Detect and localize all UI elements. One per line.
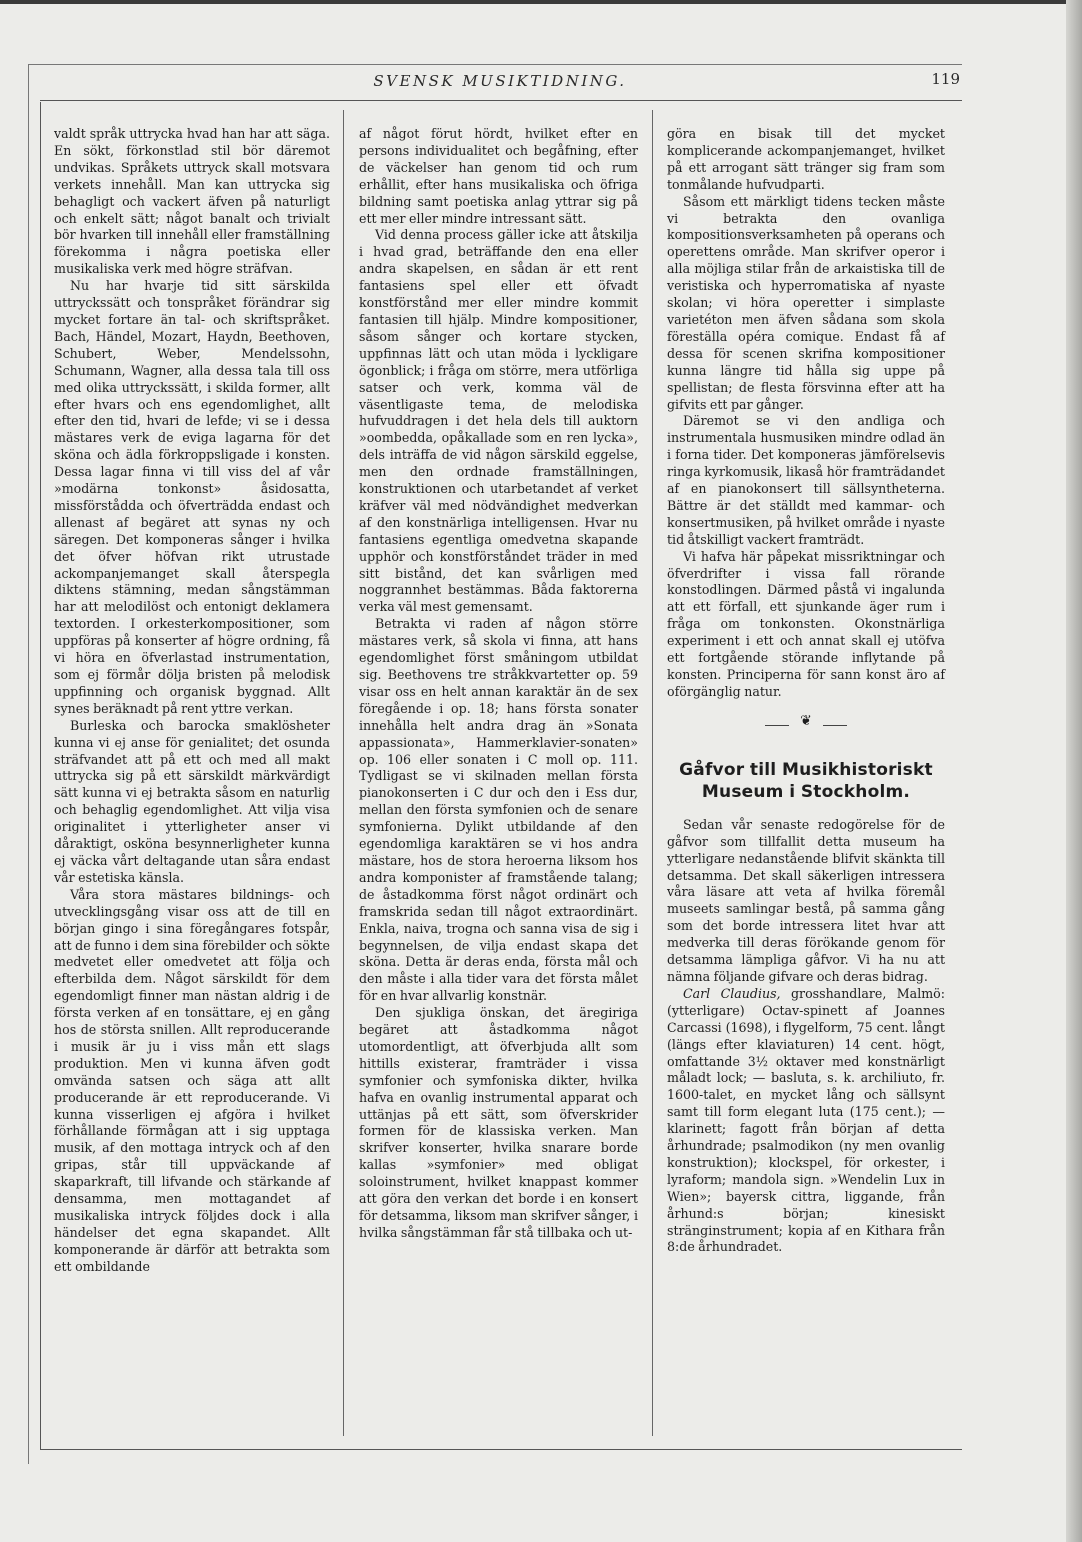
paragraph: Den sjukliga önskan, det äregiriga begäret att åstadkomma något utomordentligt, att öfverbjuda allt som hittills existerar, framträder i vissa symfonier och symfoniska dikter, hvilka hafva en ovanlig instrumental apparat och uttänjas på ett sätt, som öfverskrider formen för de klassiska verken. Man skrifver konserter, hvilka snarare borde kallas »symfonier» med obligat soloinstrument, hvilket knappast kommer att göra den verkan det borde i en konsert för detsamma, liksom man skrifver sånger, i hvilka sångstämman får stå tillbaka och ut-	[359, 1005, 638, 1240]
page-number: 119	[931, 70, 960, 88]
column-2	[359, 126, 638, 1242]
section-ornament	[667, 701, 945, 759]
column-divider-1	[343, 110, 344, 1436]
paragraph: Däremot se vi den andliga och instrumentala husmusiken mindre odlad än i forna tider. Det komponeras jämförelsevis ringa kyrkomusik, likaså hör framträdandet af en pianokonsert till sällsyntheterna. Bättre är det ställdt med kammar- och konsertmusiken, på hvilket område i nyaste tid åtskilligt vackert framträdt.	[667, 413, 945, 547]
article-title	[667, 759, 945, 803]
paragraph: valdt språk uttrycka hvad han har att säga. En sökt, förkonstlad stil bör däremot undvikas. Språkets uttryck skall motsvara verkets innehåll. Man kan uttrycka sig behagligt och vackert äfven på naturligt och enkelt sätt; något banalt och trivialt bör hvarken till innehåll eller framställning förekomma i några poetiska eller musikaliska verk med högre sträfvan.	[54, 126, 330, 277]
paragraph: Nu har hvarje tid sitt särskilda uttryckssätt och tonspråket förändrar sig mycket fortare än tal- och skriftspråket. Bach, Händel, Mozart, Haydn, Beethoven, Schubert, Weber, Mendelssohn, Schumann, Wagner, alla dessa tala till oss med olika uttryckssätt, i skilda former, allt efter hvars och ens egendomlighet, allt efter den tid, hvari de lefde; vi se i dessa mästares verk de eviga lagarna för det sköna och ädla förkroppsligade i konsten. Dessa lagar finna vi till viss del af vår »modärna tonkonst» åsidosatta, missförstådda och öfverträdda endast och allenast af begäret att synas ny och säregen. Det komponeras sånger i hvilka det öfver höfvan rikt utrustade ackompanjemanget skall återspegla diktens stämning, medan sångstämman har att melodilöst och entonigt deklamera textorden. I orkesterkompositioner, som uppföras på konserter af högre ordning, få vi höra en öfverlastad instrumentation, som ej förmår dölja bristen på melodisk uppfinning och organisk byggnad. Allt synes beräknadt på rent yttre verkan.	[54, 278, 330, 716]
running-title: SVENSK MUSIKTIDNING.	[373, 72, 627, 90]
header-rule	[40, 100, 962, 101]
donor-text: grosshandlare, Malmö: (ytterligare) Octav-spinett af Joannes Carcassi (1698), i flygelform, 75 cent. långt (längs efter klaviaturen) 14 cent. högt, omfattande 3½ oktaver med konstnärligt måladt lock; — basluta, s. k. archiliuto, fr. 1600-talet, en mycket lång och sällsynt samt till form elegant luta (175 cent.); — klarinett; fagott från början af detta århundrade; psalmodikon (ny men ovanlig konstruktion); klockspel, för orkester, i lyraform; mandola sign. »Wendelin Lux in Wien»; bayersk cittra, liggande, från århund:s början; kinesiskt stränginstrument; kopia af en Kithara från 8:de århundradet.	[667, 985, 945, 1255]
paragraph: Vi hafva här påpekat missriktningar och öfverdrifter i vissa fall rörande konstodlingen. Därmed påstå vi ingalunda att ett förfall, ett sjunkande äger rum i fråga om tonkonsten. Okonstnärliga experiment i ett och annat skall ej utöfva ett fortgående störande inflytande på konsten. Principerna för sann konst äro af oförgänglig natur.	[667, 548, 945, 699]
paragraph: af något förut hördt, hvilket efter en persons individualitet och begåfning, efter de väckelser han genom tid och rum erhållit, efter hans musikaliska och öfriga bildning samt poetiska anlag yttrar sig på ett mer eller mindre intressant sätt.	[359, 126, 638, 226]
column-3	[667, 126, 945, 1256]
donor-entry	[667, 986, 945, 1257]
paragraph: Betrakta vi raden af någon större mästares verk, så skola vi finna, att hans egendomlighet först småningom utbildat sig. Beethovens tre stråkkvartetter op. 59 visar oss en helt annan karaktär än de sex föregående i op. 18; hans första sonater innehålla helt andra drag än »Sonata appassionata», Hammerklavier-sonaten» op. 106 eller sonaten i C moll op. 111. Tydligast se vi skilnaden mellan första pianokonserten i C dur och den i Ess dur, mellan den första symfonien och de senare symfonierna. Dylikt utbildande af den egendomliga karaktären se vi hos andra mästare, hos de stora heroerna liksom hos andra komponister af framstående talang; de åstadkomma först något ordinärt och framskrida sedan till något extraordinärt. Enkla, naiva, trogna och sanna visa de sig i begynnelsen, de vilja endast skapa det sköna. Detta är deras enda, första mål och den måste i alla tider vara det första målet för en hvar allvarlig konstnär.	[359, 616, 638, 1004]
column-1	[54, 126, 330, 1276]
article-title-line-1: Gåfvor till Musikhistoriskt	[679, 759, 933, 780]
binding-shadow	[1066, 0, 1082, 1542]
article-intro: Sedan vår senaste redogörelse för de gåfvor som tillfallit detta museum ha ytterligare nedanstående blifvit skänkta till detsamma. Det skall säkerligen intressera våra läsare att veta af hvilka föremål museets samlingar bestå, på samma gång som det borde intressera litet hvar att medverka till deras förökande genom för detsamma lämpliga gåfvor. Vi ha nu att nämna följande gifvare och deras bidrag.	[667, 816, 945, 984]
paragraph: Våra stora mästares bildnings- och utvecklingsgång visar oss att de till en början gingo i sina föregångares fotspår, att de funno i dem sina förebilder och sökte medvetet eller omedvetet att följa och efterbilda dem. Något särskildt för dem egendomligt finner man nästan aldrig i de första verken af en tonsättare, ej en gång hos de största snillen. Allt reproducerande i musik är ju i viss mån ett slags produktion. Men vi kunna äfven godt omvända satsen och säga att allt producerande är ett reproducerande. Vi kunna visserligen ej afgöra i hvilket förhållande förmågan att i sig upptaga musik, af den mottaga intryck och af den gripas, står till uppväckande af skaparkraft, till lifvande och stärkande af densamma, men mottagandet af musikaliska intryck följdes dock i alla händelser det egna skapandet. Allt komponerande är därför att betrakta som ett ombildande	[54, 886, 330, 1274]
paragraph: göra en bisak till det mycket komplicerande ackompanjemanget, hvilket på ett arrogant sätt tränger sig fram som tonmålande hufvudparti.	[667, 126, 945, 192]
column-divider-2	[652, 110, 653, 1436]
fleuron-icon: ❦	[789, 713, 823, 730]
paragraph: Såsom ett märkligt tidens tecken måste vi betrakta den ovanliga kompositionsverksamheten på operans och operettens område. Man skrifver operor i alla möjliga stilar från de arkaistiska till de veristiska och hyperromatiska af nyaste skolan; vi höra operetter i simplaste varietéton men äfven sådana som skola föreställa opéra comique. Endast få af dessa för scenen skrifna kompositioner kunna längre tid hålla sig uppe på spellistan; de flesta försvinna efter att ha gifvits ett par gånger.	[667, 193, 945, 412]
paragraph: Burleska och barocka smaklösheter kunna vi ej anse för genialitet; det osunda sträfvandet att på ett och med all makt uttrycka sig på ett särskildt märkvärdigt sätt kunna vi ej betrakta såsom en naturlig och behaglig egendomlighet. Att vilja visa originalitet i ytterligheter anser vi dåraktigt, osköna besynnerligheter kunna ej väcka vårt deltagande utan såra endast vår estetiska känsla.	[54, 717, 330, 885]
scan-top-edge	[0, 0, 1082, 4]
article-title-line-2: Museum i Stockholm.	[701, 781, 911, 802]
paragraph: Vid denna process gäller icke att åtskilja i hvad grad, beträffande den ena eller andra skapelsen, en sådan är ett rent fantasiens spel eller ett öfvadt konstförstånd mer eller mindre kommit fantasien till hjälp. Mindre kompositioner, såsom sånger och kortare stycken, uppfinnas lätt och utan möda i lyckligare ögonblick; i fråga om större, mera utförliga satser och verk, komma väl de väsentligaste tema, de melodiska hufvuddragen i det hela dels till auktorn »oombedda, opåkallade som en ren lycka», dels inträffa de vid någon särskild eggelse, men den ordnade framställningen, konstruktionen och utarbetandet af verket kräfver väl med nödvändighet medverkan af den konstnärliga intelligensen. Hvar nu fantasiens egentliga omedvetna skapande upphör och konstförståndet träder in med sitt bistånd, det kan svårligen med noggrannhet bestämmas. Båda faktorerna verka väl mest gemensamt.	[359, 227, 638, 615]
donor-name: Carl Claudius,	[683, 985, 781, 1001]
